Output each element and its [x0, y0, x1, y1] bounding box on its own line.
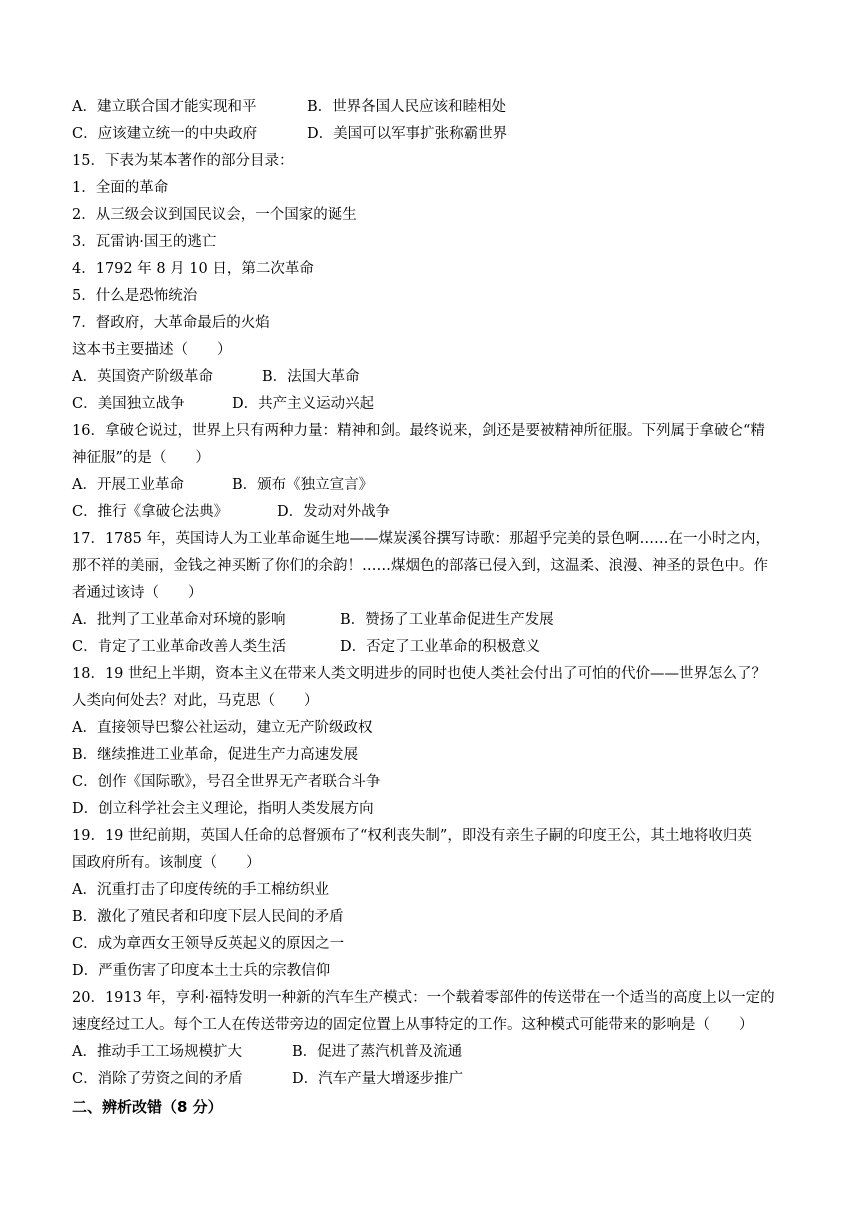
q16-stem-line: 神征服”的是（ ） [72, 450, 210, 466]
q15-toc-item: 5．什么是恐怖统治 [72, 288, 198, 304]
q14-option-b: B．世界各国人民应该和睦相处 [307, 99, 507, 115]
q15-question: 这本书主要描述（ ） [72, 342, 232, 358]
q17-option-d: D．否定了工业革命的积极意义 [340, 639, 541, 655]
q18-stem-line: 人类向何处去？对此，马克思（ ） [72, 693, 319, 709]
q17-option-a: A．批判了工业革命对环境的影响 [72, 612, 286, 628]
q17-stem-line: 那不祥的美丽，金钱之神买断了你们的余韵！……煤烟色的部落已侵入到，这温柔、浪漫、神圣的景色中。作 [72, 558, 768, 574]
q19-option-d: D．严重伤害了印度本土士兵的宗教信仰 [72, 963, 331, 979]
q17-option-b: B．赞扬了工业革命促进生产发展 [340, 612, 554, 628]
q18-option-b: B．继续推进工业革命，促进生产力高速发展 [72, 747, 359, 763]
q18-stem-line: 18．19 世纪上半期，资本主义在带来人类文明进步的同时也使人类社会付出了可怕的代价——世界怎么了？ [72, 666, 767, 682]
q14-option-c: C．应该建立统一的中央政府 [72, 126, 258, 142]
q20-option-b: B．促进了蒸汽机普及流通 [292, 1044, 463, 1060]
q15-option-c: C．美国独立战争 [72, 396, 185, 412]
q20-stem-line: 20．1913 年，亨利·福特发明一种新的汽车生产模式：一个载着零部件的传送带在一个适当的高度上以一定的 [72, 990, 775, 1006]
q17-option-c: C．肯定了工业革命改善人类生活 [72, 639, 287, 655]
q15-toc-item: 7．督政府，大革命最后的火焰 [72, 315, 270, 331]
q15-toc-item: 3．瓦雷讷·国王的逃亡 [72, 234, 217, 250]
q16-option-d: D．发动对外战争 [277, 504, 391, 520]
q19-stem-line: 国政府所有。该制度（ ） [72, 855, 261, 871]
q19-stem-line: 19．19 世纪前期，英国人任命的总督颁布了“权利丧失制”，即没有亲生子嗣的印度王公，其土地将收归英 [72, 828, 752, 844]
q15-toc-item: 2．从三级会议到国民议会，一个国家的诞生 [72, 207, 357, 223]
q15-option-a: A．英国资产阶级革命 [72, 369, 213, 385]
q15-toc-item: 4．1792 年 8 月 10 日，第二次革命 [72, 261, 314, 277]
q20-option-c: C．消除了劳资之间的矛盾 [72, 1071, 243, 1087]
q17-stem-line: 17．1785 年，英国诗人为工业革命诞生地——煤炭溪谷撰写诗歌：那超乎完美的景色啊……在一小时之内， [72, 531, 770, 547]
q16-stem-line: 16．拿破仑说过，世界上只有两种力量：精神和剑。最终说来，剑还是要被精神所征服。下列属于拿破仑“精 [72, 423, 765, 439]
q16-option-c: C．推行《拿破仑法典》 [72, 504, 229, 520]
q18-option-c: C．创作《国际歌》，号召全世界无产者联合斗争 [72, 774, 381, 790]
q18-option-a: A．直接领导巴黎公社运动，建立无产阶级政权 [72, 720, 373, 736]
q19-option-c: C．成为章西女王领导反英起义的原因之一 [72, 936, 345, 952]
q15-toc-item: 1．全面的革命 [72, 180, 169, 196]
q18-option-d: D．创立科学社会主义理论，指明人类发展方向 [72, 801, 374, 817]
q16-option-b: B．颁布《独立宣言》 [232, 477, 374, 493]
q17-stem-line: 者通过该诗（ ） [72, 585, 203, 601]
q15-option-b: B．法国大革命 [262, 369, 360, 385]
q14-option-d: D．美国可以军事扩张称霸世界 [307, 126, 508, 142]
q19-option-b: B．激化了殖民者和印度下层人民间的矛盾 [72, 909, 344, 925]
q14-option-a: A．建立联合国才能实现和平 [72, 99, 257, 115]
q19-option-a: A．沉重打击了印度传统的手工棉纺织业 [72, 882, 329, 898]
q15-stem: 15．下表为某本著作的部分目录： [72, 153, 294, 169]
q16-option-a: A．开展工业革命 [72, 477, 184, 493]
q20-stem-line: 速度经过工人。每个工人在传送带旁边的固定位置上从事特定的工作。这种模式可能带来的影响是（ ） [72, 1017, 754, 1033]
section-heading: 二、辨析改错（8 分） [72, 1098, 223, 1116]
q20-option-d: D．汽车产量大增逐步推广 [292, 1071, 464, 1087]
q15-option-d: D．共产主义运动兴起 [232, 396, 375, 412]
q20-option-a: A．推动手工工场规模扩大 [72, 1044, 242, 1060]
